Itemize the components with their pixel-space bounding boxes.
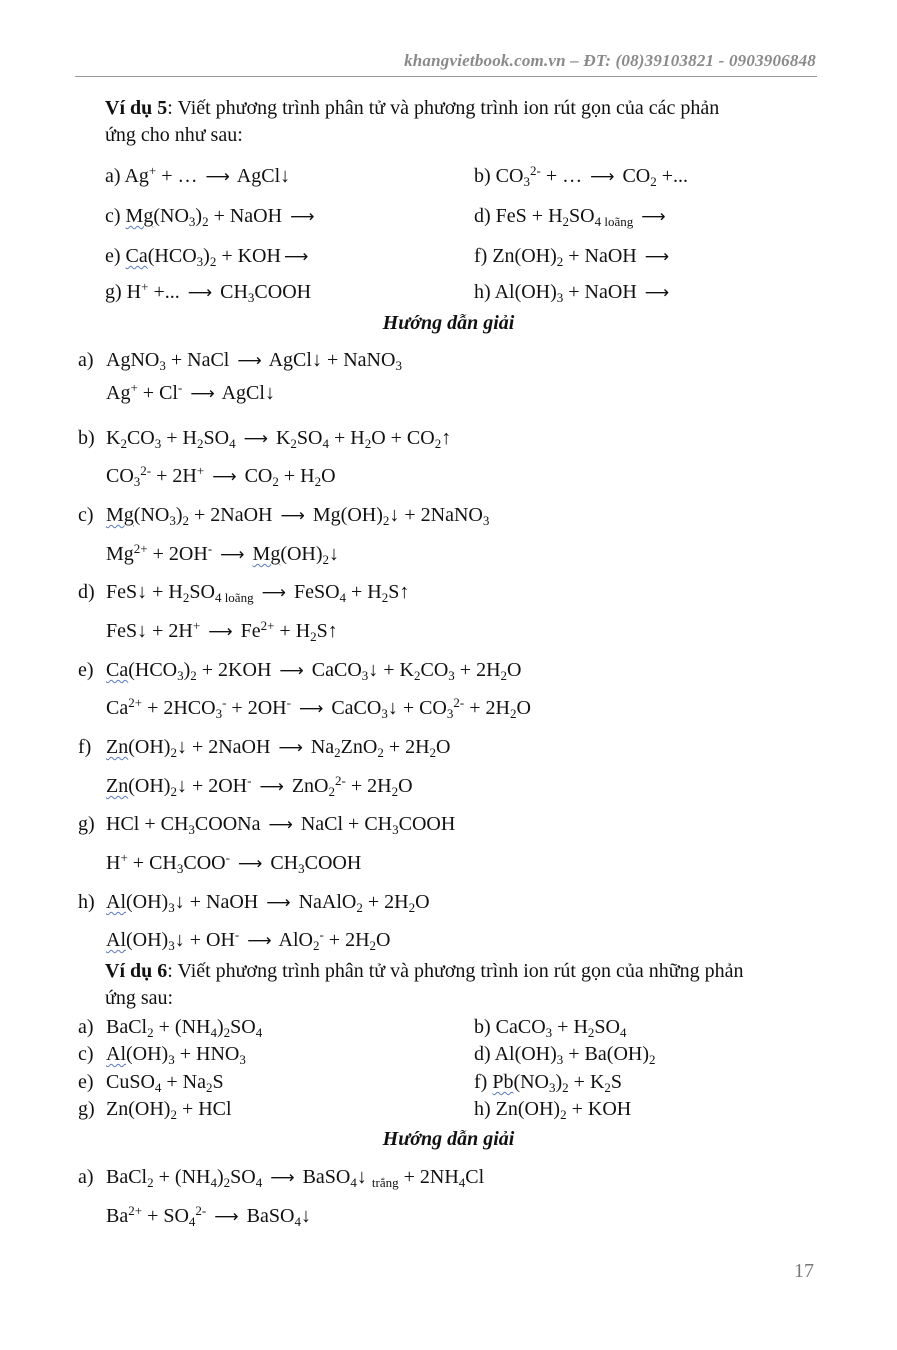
sol5-d-ionic: FeS↓ + 2H+ ⟶ $Fe^{2+}$ + $H_2S↑$	[106, 617, 338, 644]
ex6-label-c: c)	[78, 1043, 94, 1065]
example-5-prompt: Ví dụ 5: Viết phương trình phân tử và phương trình ion rút gọn của các phản ứng cho như sau:	[105, 97, 720, 146]
arrow-icon: ⟶	[290, 207, 315, 227]
arrow-icon: ⟶	[214, 1207, 239, 1227]
sol5-g-ionic: $H^+ + CH_3COO^-$ ⟶ $CH_3COOH$	[106, 849, 362, 876]
arrow-icon: ⟶	[279, 661, 304, 681]
solution-heading-2: Hướng dẫn giải	[382, 1128, 515, 1150]
arrow-icon: ⟶	[644, 283, 670, 303]
arrow-icon: ⟶	[212, 467, 237, 487]
arrow-icon: ⟶	[261, 583, 286, 603]
page-number: 17	[794, 1260, 814, 1282]
ex6-item-h: h) $Zn(OH)_2$ + KOH	[474, 1098, 632, 1122]
page-header: khangvietbook.com.vn – ĐT: (08)39103821 - 0903906848	[404, 51, 816, 70]
sol5-h-molecular: $Al(OH)_3↓$ + NaOH ⟶ NaAlO$_2$ + $2H_2O$	[106, 891, 430, 915]
sol5-b-molecular: $K_2CO_3 + H_2SO_4$ ⟶ $K_2SO_4 + H_2O$ + $CO_2↑$	[106, 427, 452, 451]
sol5-c-ionic: $Mg^{2+} + 2OH^-$ ⟶ $Mg(OH)_2↓$	[106, 540, 340, 567]
sol5-label-b: b)	[78, 427, 95, 449]
header-divider	[75, 76, 817, 77]
arrow-icon: ⟶	[268, 815, 293, 835]
arrow-icon: ⟶	[283, 247, 309, 267]
sol5-label-a: a)	[78, 349, 94, 371]
ex5-item-f: f) $Zn(OH)_2$ + NaOH ⟶	[474, 245, 670, 269]
arrow-icon: ⟶	[237, 351, 262, 371]
ex5-item-d: d) FeS + $H_2SO_{4 loãng}$ ⟶	[474, 205, 666, 229]
arrow-icon: ⟶	[247, 931, 272, 951]
arrow-icon: ⟶	[590, 167, 615, 187]
arrow-icon: ⟶	[243, 429, 268, 449]
arrow-icon: ⟶	[270, 1168, 295, 1188]
ex6-item-a: BaCl$_2$ + $(NH_4)_2SO_4$	[106, 1016, 263, 1040]
arrow-icon: ⟶	[187, 283, 213, 303]
ex5-item-h: h) $Al(OH)_3$ + NaOH ⟶	[474, 281, 670, 305]
ex5-item-b: b) $CO_3^{2-}$ + … ⟶ $CO_2$ +...	[474, 162, 689, 189]
sol6-a-ionic: $Ba^{2+} + SO_4^{2-}$ ⟶ BaSO$_4$↓	[106, 1202, 311, 1229]
ex6-item-f: f) $Pb(NO_3)_2 + K_2S$	[474, 1071, 623, 1095]
arrow-icon: ⟶	[298, 699, 324, 719]
arrow-icon: ⟶	[208, 622, 233, 642]
ex6-item-c: $Al(OH)_3 + HNO_3$	[106, 1043, 246, 1067]
ex6-item-e: CuSO$_4$ + $Na_2S$	[106, 1071, 224, 1095]
sol6-label-a: a)	[78, 1166, 94, 1188]
ex6-label-a: a)	[78, 1016, 94, 1038]
sol5-label-c: c)	[78, 504, 94, 526]
sol5-label-d: d)	[78, 581, 95, 603]
sol5-b-ionic: $CO_3^{2-} + 2H^+$ ⟶ $CO_2 + H_2O$	[106, 462, 336, 489]
sol5-label-e: e)	[78, 659, 94, 681]
ex6-item-d: d) $Al(OH)_3 + Ba(OH)_2$	[474, 1043, 656, 1067]
arrow-icon: ⟶	[280, 506, 305, 526]
ex5-item-a: a) Ag+ + … ⟶ AgCl↓	[105, 162, 291, 187]
sol5-e-ionic: $Ca^{2+} + 2HCO_3^- + 2OH^-$ ⟶ CaCO$_3$↓ + $CO_3^{2-} + 2H_2O$	[106, 694, 531, 721]
arrow-icon: ⟶	[259, 777, 284, 797]
sol5-e-molecular: $Ca(HCO_3)_2 + 2KOH$ ⟶ CaCO$_3$↓ + $K_2CO_3 + 2H_2O$	[106, 659, 522, 683]
ex6-label-e: e)	[78, 1071, 94, 1093]
arrow-icon: ⟶	[205, 167, 230, 187]
sol5-d-molecular: FeS↓ + $H_2SO_{4 loãng}$ ⟶ FeSO$_4$ + $H_2S↑$	[106, 581, 410, 605]
sol5-label-f: f)	[78, 736, 92, 758]
arrow-icon: ⟶	[190, 384, 215, 404]
sol5-f-ionic: $Zn(OH)_2↓ + 2OH^-$ ⟶ $ZnO_2^{2-} + 2H_2O$	[106, 772, 413, 799]
sol5-label-h: h)	[78, 891, 95, 913]
ex6-item-g: $Zn(OH)_2$ + HCl	[106, 1098, 232, 1122]
ex5-item-e: e) $Ca(HCO_3)_2$ + KOH ⟶	[105, 245, 309, 269]
ex5-item-c: c) $Mg(NO_3)_2$ + NaOH ⟶	[105, 205, 315, 229]
ex6-label-g: g)	[78, 1098, 95, 1120]
example-6-title: Ví dụ 6	[105, 960, 168, 982]
solution-heading-1: Hướng dẫn giải	[382, 312, 515, 334]
sol5-f-molecular: $Zn(OH)_2↓$ + 2NaOH ⟶ $Na_2ZnO_2 + 2H_2O$	[106, 736, 451, 760]
sol5-g-molecular: HCl + $CH_3COONa$ ⟶ NaCl + $CH_3COOH$	[106, 813, 456, 837]
ex5-item-g: g) H+ +... ⟶ $CH_3COOH$	[105, 278, 312, 305]
arrow-icon: ⟶	[644, 247, 670, 267]
example-5-title: Ví dụ 5	[105, 97, 168, 119]
sol5-label-g: g)	[78, 813, 95, 835]
arrow-icon: ⟶	[641, 207, 666, 227]
arrow-icon: ⟶	[278, 738, 303, 758]
arrow-icon: ⟶	[266, 893, 291, 913]
sol5-a-ionic: Ag+ + Cl- ⟶ AgCl↓	[106, 379, 275, 404]
arrow-icon: ⟶	[237, 854, 263, 874]
sol5-h-ionic: $Al(OH)_3↓ + OH^-$ ⟶ $AlO_2^- + 2H_2O$	[106, 926, 391, 953]
example-6-prompt: Ví dụ 6: Viết phương trình phân tử và phương trình ion rút gọn của những phản ứng sau:	[105, 960, 744, 1009]
sol6-a-molecular: BaCl$_2$ + $(NH_4)_2SO_4$ ⟶ BaSO$_4$↓ $_{trắng} + 2NH_4Cl$	[106, 1166, 485, 1190]
ex6-item-b: b) CaCO$_3$ + $H_2SO_4$	[474, 1016, 627, 1040]
arrow-icon: ⟶	[220, 545, 245, 565]
sol5-a-molecular: AgNO$_3$ + NaCl ⟶ AgCl↓ + NaNO$_3$	[106, 349, 402, 373]
sol5-c-molecular: $Mg(NO_3)_2$ + 2NaOH ⟶ $Mg(OH)_2↓$ + 2NaNO$_3$	[106, 504, 490, 528]
